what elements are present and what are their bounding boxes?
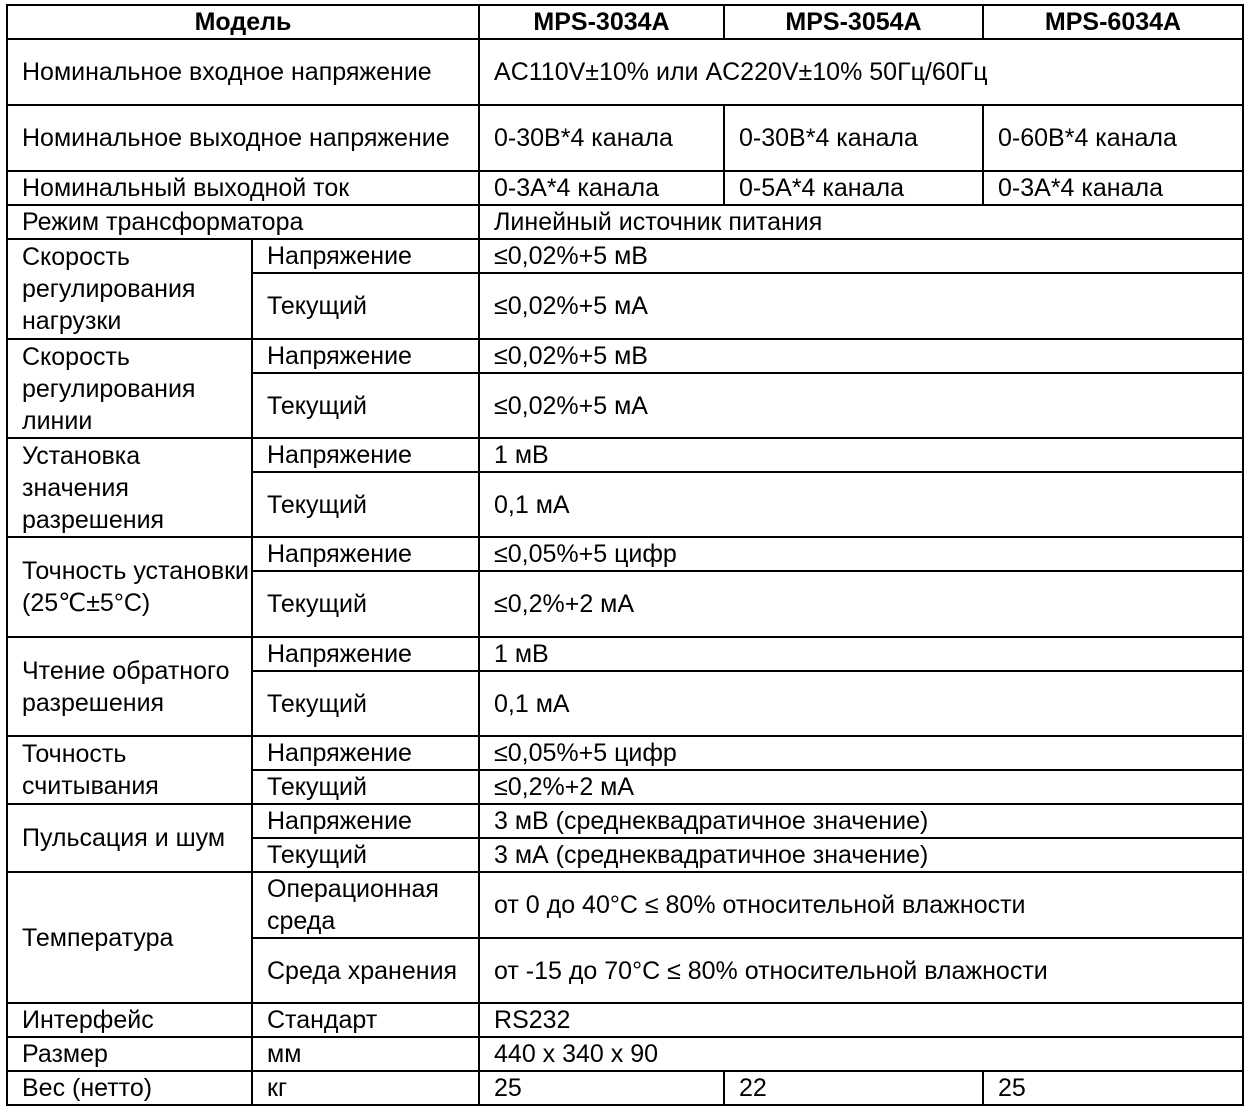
weight-mps-3054a: 22 <box>724 1071 983 1105</box>
readback-accuracy-label: Точность считывания <box>7 736 252 804</box>
setting-accuracy-voltage-row <box>7 537 1243 571</box>
weight-mps-3034a: 25 <box>479 1071 724 1105</box>
setting-accuracy-current-label: Текущий <box>252 571 479 637</box>
size-sub-label: мм <box>252 1037 479 1071</box>
size-row <box>7 1037 1243 1071</box>
ripple-voltage-row <box>7 804 1243 838</box>
readback-accuracy-voltage-value: ≤0,05%+5 цифр <box>479 736 1243 770</box>
specifications-table <box>6 4 1244 1106</box>
output-current-mps-3054a: 0-5А*4 канала <box>724 171 983 205</box>
ripple-label: Пульсация и шум <box>7 804 252 872</box>
temperature-storage-label: Среда хранения <box>252 938 479 1003</box>
interface-value: RS232 <box>479 1003 1243 1037</box>
size-value: 440 х 340 х 90 <box>479 1037 1243 1071</box>
model-mps-6034a: MPS-6034A <box>983 5 1243 39</box>
transformer-label: Режим трансформатора <box>7 205 479 239</box>
readback-accuracy-voltage-label: Напряжение <box>252 736 479 770</box>
output-voltage-mps-6034a: 0-60В*4 канала <box>983 105 1243 171</box>
load-regulation-voltage-row <box>7 239 1243 273</box>
ripple-voltage-value: 3 мВ (среднеквадратичное значение) <box>479 804 1243 838</box>
weight-row <box>7 1071 1243 1105</box>
input-voltage-row <box>7 39 1243 105</box>
output-current-mps-6034a: 0-3А*4 канала <box>983 171 1243 205</box>
weight-mps-6034a: 25 <box>983 1071 1243 1105</box>
weight-sub-label: кг <box>252 1071 479 1105</box>
output-voltage-mps-3054a: 0-30В*4 канала <box>724 105 983 171</box>
temperature-operating-value: от 0 до 40°C ≤ 80% относительной влажности <box>479 872 1243 938</box>
load-regulation-current-label: Текущий <box>252 273 479 339</box>
transformer-row <box>7 205 1243 239</box>
interface-sub-label: Стандарт <box>252 1003 479 1037</box>
setting-accuracy-voltage-label: Напряжение <box>252 537 479 571</box>
output-current-mps-3034a: 0-3А*4 канала <box>479 171 724 205</box>
input-voltage-label: Номинальное входное напряжение <box>7 39 479 105</box>
line-regulation-voltage-value: ≤0,02%+5 мВ <box>479 339 1243 373</box>
readback-resolution-voltage-value: 1 мВ <box>479 637 1243 671</box>
readback-resolution-label: Чтение обратного разрешения <box>7 637 252 736</box>
line-regulation-voltage-row <box>7 339 1243 373</box>
input-voltage-value: AC110V±10% или AC220V±10% 50Гц/60Гц <box>479 39 1243 105</box>
interface-label: Интерфейс <box>7 1003 252 1037</box>
header-row <box>7 5 1243 39</box>
readback-accuracy-current-value: ≤0,2%+2 мА <box>479 770 1243 804</box>
readback-resolution-voltage-label: Напряжение <box>252 637 479 671</box>
setting-resolution-label: Установка значения разрешения <box>7 438 252 537</box>
load-regulation-voltage-label: Напряжение <box>252 239 479 273</box>
temperature-storage-value: от -15 до 70°C ≤ 80% относительной влажности <box>479 938 1243 1003</box>
interface-row <box>7 1003 1243 1037</box>
readback-resolution-current-value: 0,1 мА <box>479 671 1243 736</box>
size-label: Размер <box>7 1037 252 1071</box>
ripple-voltage-label: Напряжение <box>252 804 479 838</box>
output-current-label: Номинальный выходной ток <box>7 171 479 205</box>
temperature-operating-row <box>7 872 1243 938</box>
transformer-value: Линейный источник питания <box>479 205 1243 239</box>
load-regulation-current-value: ≤0,02%+5 мА <box>479 273 1243 339</box>
setting-resolution-voltage-value: 1 мВ <box>479 438 1243 472</box>
setting-accuracy-current-value: ≤0,2%+2 мА <box>479 571 1243 637</box>
line-regulation-current-label: Текущий <box>252 373 479 438</box>
output-voltage-mps-3034a: 0-30В*4 канала <box>479 105 724 171</box>
ripple-current-value: 3 мА (среднеквадратичное значение) <box>479 838 1243 872</box>
setting-resolution-voltage-row <box>7 438 1243 472</box>
temperature-operating-label: Операционная среда <box>252 872 479 938</box>
readback-accuracy-current-label: Текущий <box>252 770 479 804</box>
output-voltage-label: Номинальное выходное напряжение <box>7 105 479 171</box>
readback-resolution-current-label: Текущий <box>252 671 479 736</box>
line-regulation-current-value: ≤0,02%+5 мА <box>479 373 1243 438</box>
weight-label: Вес (нетто) <box>7 1071 252 1105</box>
load-regulation-voltage-value: ≤0,02%+5 мВ <box>479 239 1243 273</box>
output-current-row <box>7 171 1243 205</box>
line-regulation-voltage-label: Напряжение <box>252 339 479 373</box>
load-regulation-label: Скорость регулирования нагрузки <box>7 239 252 339</box>
output-voltage-row <box>7 105 1243 171</box>
readback-accuracy-voltage-row <box>7 736 1243 770</box>
setting-resolution-voltage-label: Напряжение <box>252 438 479 472</box>
setting-accuracy-voltage-value: ≤0,05%+5 цифр <box>479 537 1243 571</box>
model-mps-3034a: MPS-3034A <box>479 5 724 39</box>
ripple-current-label: Текущий <box>252 838 479 872</box>
temperature-label: Температура <box>7 872 252 1003</box>
line-regulation-label: Скорость регулирования линии <box>7 339 252 438</box>
readback-resolution-voltage-row <box>7 637 1243 671</box>
setting-resolution-current-value: 0,1 мА <box>479 472 1243 537</box>
setting-resolution-current-label: Текущий <box>252 472 479 537</box>
model-label: Модель <box>7 5 479 39</box>
setting-accuracy-label: Точность установки (25℃±5°C) <box>7 537 252 637</box>
model-mps-3054a: MPS-3054A <box>724 5 983 39</box>
